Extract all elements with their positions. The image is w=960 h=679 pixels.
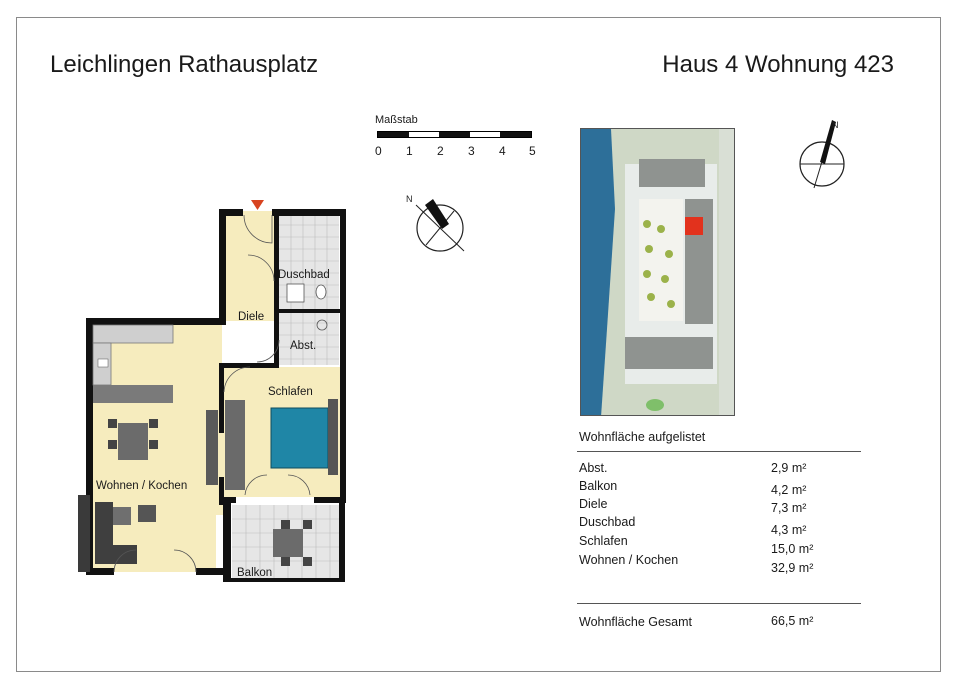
- site-north-arrow-icon: [794, 118, 850, 192]
- scale-tick-0: 0: [375, 144, 382, 158]
- room-label-abst: Abst.: [290, 340, 317, 352]
- project-title: Leichlingen Rathausplatz: [50, 51, 319, 78]
- area-row-label: Schlafen: [579, 534, 628, 548]
- area-row-label: Diele: [579, 497, 608, 511]
- area-table-divider: [577, 451, 861, 452]
- svg-text:N: N: [832, 120, 839, 130]
- room-label-balkon: Balkon: [237, 567, 273, 579]
- area-row-value: 4,3 m²: [771, 523, 807, 537]
- north-arrow-icon: [398, 190, 470, 256]
- area-row-label: Wohnen / Kochen: [579, 553, 679, 567]
- room-label-diele: Diele: [238, 311, 265, 323]
- area-row-value: 15,0 m²: [771, 542, 814, 556]
- area-row-value: 7,3 m²: [771, 501, 807, 515]
- scale-tick-4: 4: [499, 144, 506, 158]
- sideboard: [206, 410, 218, 485]
- wardrobe: [225, 400, 245, 490]
- site-highlight-marker: [685, 217, 703, 235]
- area-row-value: 4,2 m²: [771, 483, 807, 497]
- area-total-divider: [577, 603, 861, 604]
- area-row-label: Abst.: [579, 461, 608, 475]
- room-label-duschbad: Duschbad: [278, 269, 330, 281]
- building-south: [625, 337, 713, 369]
- entrance-marker-icon: [251, 200, 264, 210]
- scale-tick-3: 3: [468, 144, 475, 158]
- floor-plan: [78, 195, 353, 585]
- hatched-wall: [78, 495, 90, 572]
- building-north: [639, 159, 705, 187]
- unit-title: Haus 4 Wohnung 423: [662, 51, 894, 78]
- area-row-label: Duschbad: [579, 515, 636, 529]
- svg-text:N: N: [406, 194, 413, 204]
- site-plan: [580, 128, 735, 416]
- scale-label: Maßstab: [375, 114, 418, 126]
- scale-tick-5: 5: [529, 144, 536, 158]
- scale-bar: [377, 131, 532, 138]
- room-label-wohnen-kochen: Wohnen / Kochen: [96, 480, 188, 492]
- area-table-title: Wohnfläche aufgelistet: [579, 430, 706, 444]
- room-label-schlafen: Schlafen: [268, 386, 313, 398]
- bed: [271, 399, 338, 475]
- scale-tick-1: 1: [406, 144, 413, 158]
- area-total-label: Wohnfläche Gesamt: [579, 615, 693, 629]
- scale-bar-group: [375, 114, 535, 164]
- area-row-value: 2,9 m²: [771, 461, 807, 475]
- area-row-label: Balkon: [579, 479, 618, 493]
- area-row-value: 32,9 m²: [771, 561, 814, 575]
- area-total-value: 66,5 m²: [771, 614, 814, 628]
- scale-tick-2: 2: [437, 144, 444, 158]
